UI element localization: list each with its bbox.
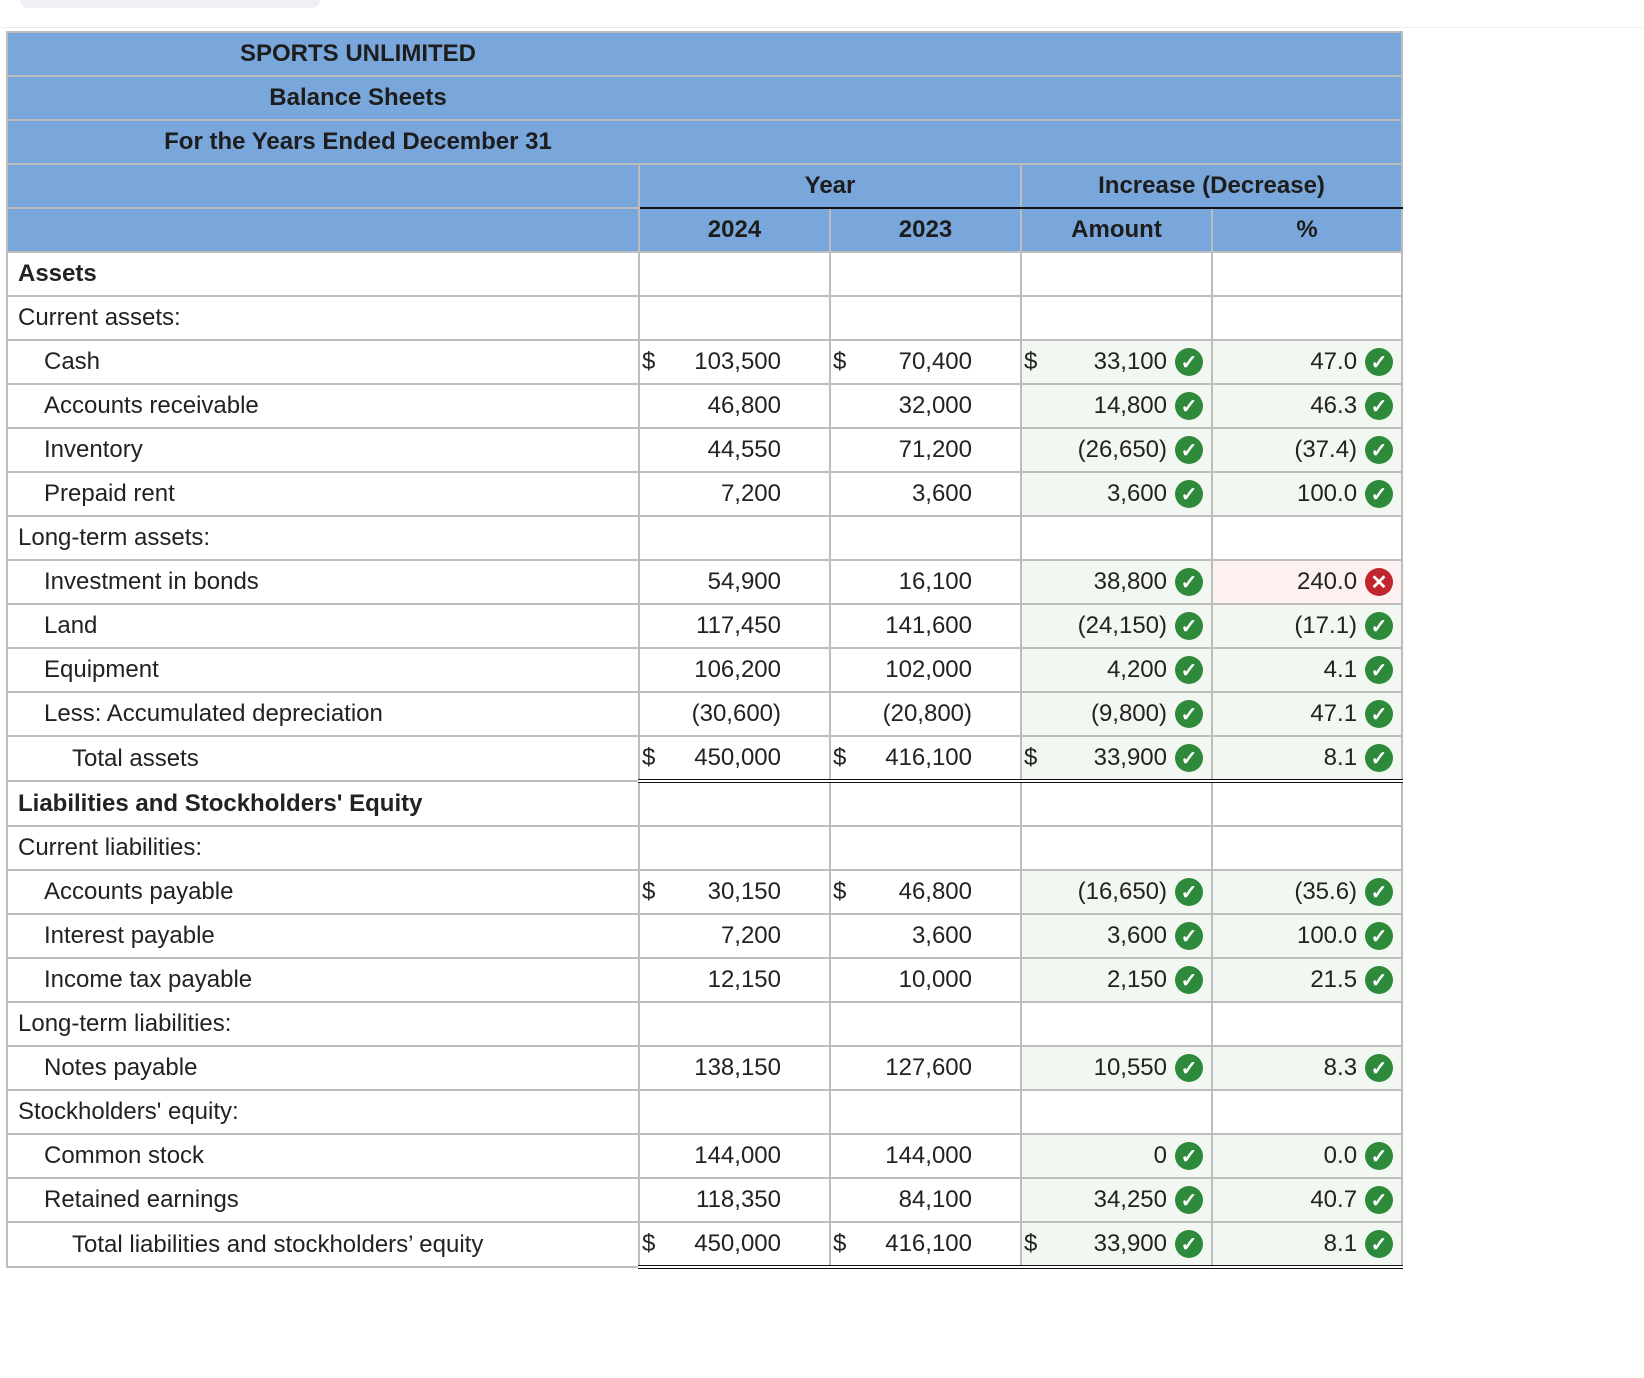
value-2023-cell [830,692,1021,736]
amount-input-cell[interactable] [1021,870,1212,914]
pct-input: 21.5 [1310,966,1358,993]
check-icon: ✓ [1365,436,1393,464]
dollar-sign: $ [642,878,656,905]
amount-input: (16,650) [1077,878,1167,905]
check-icon: ✓ [1175,568,1203,596]
check-icon: ✓ [1175,612,1203,640]
value-2024-cell [639,958,830,1002]
table-row [7,340,1402,384]
empty-cell [1212,296,1402,340]
table-row [7,604,1402,648]
value-2023-cell [830,736,1021,781]
table-row [7,1134,1402,1178]
pct-input: 100.0 [1296,480,1358,507]
table-row [7,914,1402,958]
dollar-sign: $ [642,1230,656,1257]
empty-cell [639,296,830,340]
check-icon: ✓ [1365,878,1393,906]
dollar-sign: $ [833,878,847,905]
empty-cell [830,781,1021,826]
pct-input-cell[interactable] [1212,870,1402,914]
section-label-current_liabilities: Current liabilities: [7,826,639,870]
check-icon: ✓ [1175,436,1203,464]
pct-input-cell[interactable] [1212,1222,1402,1267]
check-icon: ✓ [1365,966,1393,994]
value-2024: 7,200 [720,922,781,949]
pct-input-cell[interactable] [1212,914,1402,958]
empty-cell [1021,781,1212,826]
table-row [7,692,1402,736]
blank-header-cell [7,164,639,208]
row-label-interest_payable: Interest payable [7,914,639,958]
dollar-sign: $ [833,1230,847,1257]
table-row [7,870,1402,914]
value-2024: 106,200 [694,656,781,683]
check-icon: ✓ [1175,1230,1203,1258]
value-2023: 84,100 [898,1186,972,1213]
dollar-sign: $ [833,744,847,771]
value-2023-cell [830,1178,1021,1222]
amount-input: 33,900 [1093,744,1167,771]
value-2023: 102,000 [885,656,972,683]
check-icon: ✓ [1365,1142,1393,1170]
table-row [7,648,1402,692]
check-icon: ✓ [1365,1230,1393,1258]
value-2024-cell [639,870,830,914]
pct-input-cell[interactable] [1212,736,1402,781]
check-icon: ✓ [1365,1054,1393,1082]
section-label-current_assets: Current assets: [7,296,639,340]
table-row [7,428,1402,472]
pct-input: 100.0 [1296,922,1358,949]
check-icon: ✓ [1365,392,1393,420]
amount-input: 4,200 [1106,656,1167,683]
table-row [7,736,1402,781]
pct-input-cell[interactable] [1212,340,1402,384]
section-label-long_term_assets: Long-term assets: [7,516,639,560]
value-2024-cell [639,736,830,781]
value-2023: 416,100 [885,744,972,771]
value-2024-cell [639,648,830,692]
amount-input-cell[interactable] [1021,1046,1212,1090]
year-group-header: Year [639,164,1021,208]
value-2023: 144,000 [885,1142,972,1169]
amount-input-cell[interactable] [1021,736,1212,781]
value-2024: 54,900 [707,568,781,595]
value-2024: 46,800 [707,392,781,419]
amount-input: (9,800) [1090,700,1167,727]
value-2023: 32,000 [898,392,972,419]
col-header-pct: % [1212,208,1402,252]
amount-input: (24,150) [1077,612,1167,639]
pct-input: 240.0 [1296,568,1358,595]
empty-cell [1212,826,1402,870]
pct-input: 4.1 [1323,656,1358,683]
empty-cell [1212,1090,1402,1134]
check-icon: ✓ [1365,700,1393,728]
row-label-total_le: Total liabilities and stockholders’ equity [7,1222,639,1267]
value-2023: 46,800 [898,878,972,905]
check-icon: ✓ [1175,1186,1203,1214]
table-row [7,560,1402,604]
value-2024-cell [639,692,830,736]
value-2023-cell [830,870,1021,914]
value-2023-cell [830,1046,1021,1090]
check-icon: ✓ [1175,700,1203,728]
empty-cell [1021,252,1212,296]
amount-input-cell[interactable] [1021,340,1212,384]
empty-cell [1021,516,1212,560]
pct-input: 40.7 [1310,1186,1358,1213]
table-row [7,958,1402,1002]
value-2023: 16,100 [898,568,972,595]
empty-cell [1212,781,1402,826]
check-icon: ✓ [1175,878,1203,906]
amount-input: 0 [1153,1142,1167,1169]
amount-input-cell[interactable] [1021,1222,1212,1267]
pct-input: 47.1 [1310,700,1358,727]
check-icon: ✓ [1365,480,1393,508]
section-row [7,296,1402,340]
section-label-long_term_liabilities: Long-term liabilities: [7,1002,639,1046]
top-divider [0,27,1644,28]
value-2023-cell [830,384,1021,428]
amount-input: 3,600 [1106,480,1167,507]
value-2023: 10,000 [898,966,972,993]
value-2023: 3,600 [911,922,972,949]
amount-input-cell[interactable] [1021,648,1212,692]
empty-cell [830,1090,1021,1134]
row-label-common_stock: Common stock [7,1134,639,1178]
row-label-total_assets: Total assets [7,736,639,781]
pct-input-cell[interactable] [1212,958,1402,1002]
amount-input-cell[interactable] [1021,692,1212,736]
pct-input: (37.4) [1294,436,1358,463]
blank-header-cell [7,208,639,252]
pct-input-cell[interactable] [1212,692,1402,736]
check-icon: ✓ [1365,348,1393,376]
check-icon: ✓ [1175,656,1203,684]
empty-cell [1021,826,1212,870]
empty-cell [1021,1090,1212,1134]
check-icon: ✓ [1365,744,1393,772]
value-2023: 416,100 [885,1230,972,1257]
amount-input-cell[interactable] [1021,560,1212,604]
table-row [7,1222,1402,1267]
section-row [7,826,1402,870]
section-row [7,252,1402,296]
check-icon: ✓ [1365,1186,1393,1214]
check-icon: ✓ [1175,744,1203,772]
value-2023-cell [830,914,1021,958]
section-label-assets: Assets [7,252,639,296]
pct-input: 0.0 [1323,1142,1358,1169]
check-icon: ✓ [1175,392,1203,420]
empty-cell [639,781,830,826]
pct-input: 8.1 [1323,744,1358,771]
dollar-sign: $ [642,348,656,375]
amount-input: 34,250 [1093,1186,1167,1213]
row-label-equipment: Equipment [7,648,639,692]
empty-cell [830,516,1021,560]
pct-input-cell[interactable] [1212,1046,1402,1090]
amount-input-cell[interactable] [1021,384,1212,428]
x-icon: ✕ [1365,568,1393,596]
amount-input: 3,600 [1106,922,1167,949]
dollar-sign: $ [1024,348,1038,375]
value-2023: 71,200 [898,436,972,463]
value-2024-cell [639,1046,830,1090]
value-2023-cell [830,648,1021,692]
table-row [7,1178,1402,1222]
row-label-bonds: Investment in bonds [7,560,639,604]
dollar-sign: $ [1024,1230,1038,1257]
pct-input: (35.6) [1294,878,1358,905]
value-2024: (30,600) [691,700,781,727]
value-2024: 44,550 [707,436,781,463]
check-icon: ✓ [1175,1142,1203,1170]
value-2024: 450,000 [694,744,781,771]
row-label-cash: Cash [7,340,639,384]
value-2024: 450,000 [694,1230,781,1257]
empty-cell [1212,1002,1402,1046]
empty-cell [639,826,830,870]
amount-input-cell[interactable] [1021,958,1212,1002]
empty-cell [830,296,1021,340]
table-row [7,384,1402,428]
empty-cell [830,826,1021,870]
company-name: SPORTS UNLIMITED [239,40,476,67]
statement-title-cell [7,76,1402,120]
pct-input-cell[interactable] [1212,604,1402,648]
row-label-notes_payable: Notes payable [7,1046,639,1090]
row-label-land: Land [7,604,639,648]
amount-input: 14,800 [1093,392,1167,419]
pct-input: 8.3 [1323,1054,1358,1081]
amount-input: 38,800 [1093,568,1167,595]
amount-input: (26,650) [1077,436,1167,463]
pct-input-cell[interactable] [1212,384,1402,428]
amount-input-cell[interactable] [1021,428,1212,472]
value-2024: 144,000 [694,1142,781,1169]
value-2024-cell [639,604,830,648]
check-icon: ✓ [1175,1054,1203,1082]
empty-cell [639,516,830,560]
statement-title: Balance Sheets [269,84,447,111]
change-group-header: Increase (Decrease) [1021,164,1402,208]
section-row [7,516,1402,560]
row-label-inventory: Inventory [7,428,639,472]
section-row [7,1090,1402,1134]
col-header-2023: 2023 [830,208,1021,252]
value-2023: (20,800) [882,700,972,727]
check-icon: ✓ [1175,966,1203,994]
value-2024-cell [639,384,830,428]
value-2024-cell [639,914,830,958]
row-label-accum_dep: Less: Accumulated depreciation [7,692,639,736]
amount-input-cell[interactable] [1021,914,1212,958]
value-2023: 127,600 [885,1054,972,1081]
row-label-prepaid: Prepaid rent [7,472,639,516]
pct-input-cell[interactable] [1212,1134,1402,1178]
row-label-ar: Accounts receivable [7,384,639,428]
section-row [7,1002,1402,1046]
section-label-stockholders_equity: Stockholders' equity: [7,1090,639,1134]
value-2024: 30,150 [707,878,781,905]
value-2023-cell [830,1134,1021,1178]
empty-cell [1212,516,1402,560]
top-tab-bar [20,0,320,8]
pct-input: 46.3 [1310,392,1358,419]
col-header-amount: Amount [1021,208,1212,252]
value-2024-cell [639,1222,830,1267]
amount-input: 2,150 [1106,966,1167,993]
row-label-ap: Accounts payable [7,870,639,914]
check-icon: ✓ [1365,656,1393,684]
value-2024-cell [639,1134,830,1178]
dollar-sign: $ [1024,744,1038,771]
value-2024-cell [639,560,830,604]
amount-input: 33,900 [1093,1230,1167,1257]
value-2024: 103,500 [694,348,781,375]
dollar-sign: $ [642,744,656,771]
pct-input-cell[interactable] [1212,428,1402,472]
row-label-retained: Retained earnings [7,1178,639,1222]
value-2023: 70,400 [898,348,972,375]
empty-cell [639,252,830,296]
value-2024-cell [639,472,830,516]
empty-cell [1021,296,1212,340]
amount-input-cell[interactable] [1021,472,1212,516]
value-2024: 118,350 [696,1186,781,1213]
table-row [7,1046,1402,1090]
value-2024: 117,450 [696,612,781,639]
value-2024-cell [639,340,830,384]
value-2023-cell [830,428,1021,472]
amount-input: 10,550 [1093,1054,1167,1081]
period-title: For the Years Ended December 31 [164,128,552,155]
pct-input: 47.0 [1310,348,1358,375]
value-2023: 141,600 [885,612,972,639]
balance-sheet-table [6,31,1403,1269]
section-row [7,781,1402,826]
amount-input-cell[interactable] [1021,1134,1212,1178]
value-2024-cell [639,428,830,472]
check-icon: ✓ [1175,922,1203,950]
empty-cell [1021,1002,1212,1046]
value-2023-cell [830,560,1021,604]
check-icon: ✓ [1175,480,1203,508]
pct-input: (17.1) [1294,612,1358,639]
amount-input-cell[interactable] [1021,604,1212,648]
value-2023-cell [830,340,1021,384]
section-label-liab_equity: Liabilities and Stockholders' Equity [7,781,639,826]
value-2024-cell [639,1178,830,1222]
company-name-cell [7,32,1402,76]
dollar-sign: $ [833,348,847,375]
value-2023-cell [830,958,1021,1002]
pct-input: 8.1 [1323,1230,1358,1257]
value-2023-cell [830,1222,1021,1267]
row-label-tax_payable: Income tax payable [7,958,639,1002]
pct-input-cell[interactable] [1212,560,1402,604]
value-2023-cell [830,604,1021,648]
amount-input-cell[interactable] [1021,1178,1212,1222]
pct-input-cell[interactable] [1212,1178,1402,1222]
check-icon: ✓ [1365,922,1393,950]
value-2024: 7,200 [720,480,781,507]
value-2023: 3,600 [911,480,972,507]
value-2024: 138,150 [694,1054,781,1081]
check-icon: ✓ [1175,348,1203,376]
col-header-2024: 2024 [639,208,830,252]
amount-input: 33,100 [1093,348,1167,375]
empty-cell [830,252,1021,296]
empty-cell [1212,252,1402,296]
value-2024: 12,150 [707,966,781,993]
value-2023-cell [830,472,1021,516]
pct-input-cell[interactable] [1212,648,1402,692]
period-cell [7,120,1402,164]
empty-cell [639,1090,830,1134]
check-icon: ✓ [1365,612,1393,640]
empty-cell [639,1002,830,1046]
pct-input-cell[interactable] [1212,472,1402,516]
empty-cell [830,1002,1021,1046]
table-row [7,472,1402,516]
